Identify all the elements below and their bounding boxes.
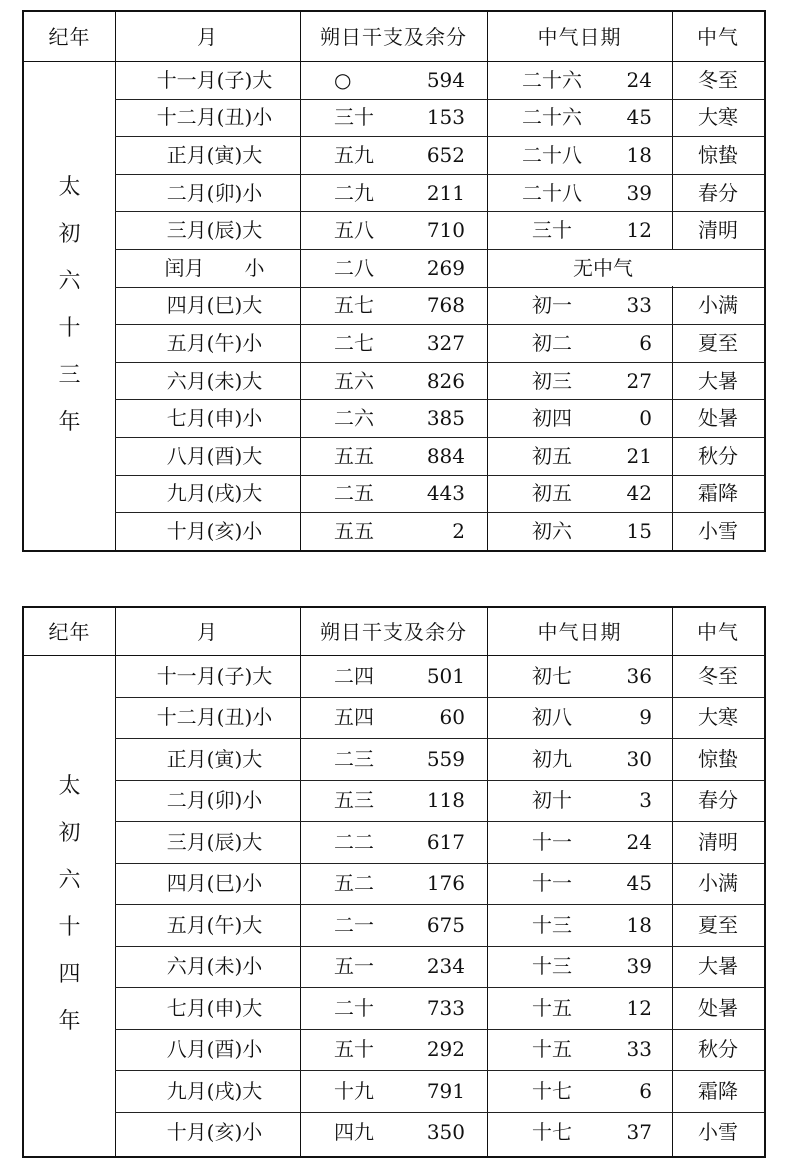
zhongqi-name-cell: 秋分 (698, 443, 738, 468)
zhongqi-day-cell: 十五 (532, 1037, 572, 1062)
year-char: 年 (58, 1009, 81, 1034)
zhongqi-name-cell: 小雪 (698, 1120, 738, 1145)
month-cell: 三月(辰)大 (166, 218, 263, 243)
zhongqi-fen-cell: 33 (626, 1037, 652, 1062)
year-char: 三 (58, 363, 81, 389)
zhongqi-name-cell: 清明 (698, 218, 738, 243)
month-cell: 八月(酉)小 (166, 1037, 263, 1062)
zhongqi-fen-cell: 21 (626, 443, 652, 468)
zhongqi-name-cell: 小满 (698, 871, 738, 896)
zhongqi-day-cell: 初二 (532, 330, 572, 355)
remainder-cell: 211 (426, 180, 465, 205)
zhongqi-fen-cell: 24 (626, 829, 652, 854)
zhongqi-name-cell: 大寒 (698, 705, 738, 730)
ganzhi-cell: 五四 (334, 705, 374, 730)
zhongqi-fen-cell: 15 (626, 518, 652, 543)
zhongqi-fen-cell: 12 (626, 218, 652, 243)
zhongqi-name-cell: 夏至 (698, 330, 738, 355)
zhongqi-fen-cell: 45 (626, 871, 652, 896)
zhongqi-fen-cell: 6 (639, 1078, 652, 1103)
zhongqi-name-cell: 小雪 (698, 518, 738, 543)
no-zhongqi-cell: 无中气 (573, 255, 633, 280)
zhongqi-day-cell: 十一 (532, 829, 572, 854)
zhongqi-day-cell: 初一 (532, 293, 572, 318)
header-new-moon: 朔日干支及余分 (320, 24, 467, 49)
ganzhi-cell: 二四 (334, 663, 374, 688)
zhongqi-day-cell: 十三 (532, 912, 572, 937)
zhongqi-name-cell: 春分 (698, 180, 738, 205)
month-cell: 六月(未)小 (166, 954, 263, 979)
month-cell: 五月(午)小 (166, 330, 263, 355)
zhongqi-fen-cell: 3 (639, 788, 652, 813)
year-char: 初 (58, 222, 81, 248)
header-year: 纪年 (48, 24, 91, 49)
zhongqi-day-cell: 初八 (532, 705, 572, 730)
zhongqi-name-cell: 霜降 (698, 1078, 738, 1103)
zhongqi-fen-cell: 9 (639, 705, 652, 730)
calendar-table-year-64 (22, 606, 766, 1158)
year-label (24, 61, 115, 550)
zhongqi-fen-cell: 6 (639, 330, 652, 355)
month-cell: 二月(卯)小 (166, 180, 263, 205)
ganzhi-cell: 五五 (334, 518, 374, 543)
month-cell: 七月(申)小 (166, 406, 263, 431)
remainder-cell: 153 (426, 105, 465, 130)
header-year: 纪年 (48, 619, 91, 644)
zhongqi-name-cell: 惊蛰 (698, 746, 738, 771)
zhongqi-day-cell: 二十八 (522, 142, 582, 167)
year-char: 十 (58, 915, 81, 940)
month-cell: 九月(戌)大 (166, 481, 263, 506)
zhongqi-name-cell: 霜降 (698, 481, 738, 506)
month-cell: 五月(午)大 (166, 912, 263, 937)
month-cell: 十二月(丑)小 (156, 105, 273, 130)
zhongqi-day-cell: 十七 (532, 1078, 572, 1103)
ganzhi-cell: 五六 (334, 368, 374, 393)
remainder-cell: 176 (426, 871, 465, 896)
year-char: 年 (58, 410, 81, 436)
remainder-cell: 652 (426, 142, 465, 167)
zhongqi-fen-cell: 24 (626, 67, 652, 92)
ganzhi-cell: 四九 (334, 1120, 374, 1145)
header-new-moon: 朔日干支及余分 (320, 619, 467, 644)
zhongqi-name-cell: 春分 (698, 788, 738, 813)
remainder-cell: 559 (426, 746, 465, 771)
remainder-cell: 733 (426, 995, 465, 1020)
zhongqi-fen-cell: 37 (626, 1120, 652, 1145)
month-cell: 闰月 小 (164, 255, 265, 280)
header-month: 月 (197, 24, 218, 49)
remainder-cell: 292 (426, 1037, 465, 1062)
zhongqi-fen-cell: 45 (626, 105, 652, 130)
zhongqi-name-cell: 处暑 (698, 406, 738, 431)
zhongqi-name-cell: 大暑 (698, 368, 738, 393)
month-cell: 八月(酉)大 (166, 443, 263, 468)
month-cell: 四月(巳)大 (166, 293, 263, 318)
ganzhi-cell: 二十 (334, 995, 374, 1020)
zhongqi-fen-cell: 0 (639, 406, 652, 431)
ganzhi-cell: 二二 (334, 829, 374, 854)
header-zhongqi: 中气 (697, 619, 739, 644)
zhongqi-day-cell: 初六 (532, 518, 572, 543)
zhongqi-fen-cell: 30 (626, 746, 652, 771)
month-cell: 十二月(丑)小 (156, 705, 273, 730)
calendar-table-year-63 (22, 10, 766, 552)
month-cell: 十月(亥)小 (166, 1120, 263, 1145)
remainder-cell: 60 (439, 705, 465, 730)
zhongqi-fen-cell: 39 (626, 180, 652, 205)
month-cell: 九月(戌)大 (166, 1078, 263, 1103)
remainder-cell: 617 (426, 829, 465, 854)
ganzhi-cell: 五七 (334, 293, 374, 318)
year-char: 太 (58, 774, 81, 799)
ganzhi-cell: 五二 (334, 871, 374, 896)
ganzhi-cell: 五九 (334, 142, 374, 167)
zhongqi-fen-cell: 36 (626, 663, 652, 688)
zhongqi-name-cell: 夏至 (698, 912, 738, 937)
remainder-cell: 768 (426, 293, 465, 318)
month-cell: 四月(巳)小 (166, 871, 263, 896)
zhongqi-name-cell: 大暑 (698, 954, 738, 979)
zhongqi-fen-cell: 42 (626, 481, 652, 506)
zhongqi-day-cell: 十七 (532, 1120, 572, 1145)
zhongqi-day-cell: 初九 (532, 746, 572, 771)
ganzhi-cell: 二六 (334, 406, 374, 431)
zhongqi-day-cell: 三十 (532, 218, 572, 243)
zhongqi-fen-cell: 12 (626, 995, 652, 1020)
month-cell: 正月(寅)大 (166, 746, 263, 771)
month-cell: 七月(申)大 (166, 995, 263, 1020)
ganzhi-cell: 二八 (334, 255, 374, 280)
year-char: 六 (58, 868, 81, 893)
ganzhi-cell: 五一 (334, 954, 374, 979)
remainder-cell: 501 (426, 663, 465, 688)
zhongqi-fen-cell: 18 (626, 142, 652, 167)
year-label (24, 655, 115, 1153)
zhongqi-fen-cell: 39 (626, 954, 652, 979)
header-month: 月 (197, 619, 218, 644)
zhongqi-name-cell: 秋分 (698, 1037, 738, 1062)
remainder-cell: 385 (426, 406, 465, 431)
zhongqi-day-cell: 二十六 (522, 67, 582, 92)
header-zhongqi-date: 中气日期 (537, 619, 622, 644)
year-char: 十 (58, 316, 81, 342)
zhongqi-day-cell: 二十六 (522, 105, 582, 130)
ganzhi-cell: 五三 (334, 788, 374, 813)
month-cell: 十一月(子)大 (156, 663, 273, 688)
remainder-cell: 791 (426, 1078, 465, 1103)
zhongqi-day-cell: 初三 (532, 368, 572, 393)
zhongqi-name-cell: 冬至 (698, 663, 738, 688)
year-char: 六 (58, 269, 81, 295)
ganzhi-cell: 三十 (334, 105, 374, 130)
remainder-cell: 884 (426, 443, 465, 468)
zhongqi-day-cell: 初五 (532, 481, 572, 506)
ganzhi-cell: 二一 (334, 912, 374, 937)
remainder-cell: 269 (426, 255, 465, 280)
year-char: 太 (58, 175, 81, 201)
remainder-cell: 826 (426, 368, 465, 393)
zhongqi-fen-cell: 27 (626, 368, 652, 393)
remainder-cell: 327 (426, 330, 465, 355)
remainder-cell: 710 (426, 218, 465, 243)
zhongqi-name-cell: 冬至 (698, 67, 738, 92)
month-cell: 二月(卯)小 (166, 788, 263, 813)
zhongqi-name-cell: 大寒 (698, 105, 738, 130)
zhongqi-day-cell: 初四 (532, 406, 572, 431)
month-cell: 正月(寅)大 (166, 142, 263, 167)
remainder-cell: 118 (426, 788, 465, 813)
remainder-cell: 350 (426, 1120, 465, 1145)
header-zhongqi: 中气 (697, 24, 739, 49)
remainder-cell: 675 (426, 912, 465, 937)
zhongqi-day-cell: 十三 (532, 954, 572, 979)
ganzhi-cell: 二七 (334, 330, 374, 355)
zhongqi-day-cell: 初五 (532, 443, 572, 468)
year-char: 初 (58, 821, 81, 846)
remainder-cell: 594 (426, 67, 465, 92)
ganzhi-cell: ○ (334, 67, 352, 92)
zhongqi-name-cell: 清明 (698, 829, 738, 854)
ganzhi-cell: 二五 (334, 481, 374, 506)
zhongqi-day-cell: 初七 (532, 663, 572, 688)
zhongqi-day-cell: 十五 (532, 995, 572, 1020)
ganzhi-cell: 二九 (334, 180, 374, 205)
remainder-cell: 443 (426, 481, 465, 506)
month-cell: 十一月(子)大 (156, 67, 273, 92)
month-cell: 十月(亥)小 (166, 518, 263, 543)
ganzhi-cell: 五十 (334, 1037, 374, 1062)
zhongqi-name-cell: 小满 (698, 293, 738, 318)
remainder-cell: 234 (426, 954, 465, 979)
zhongqi-day-cell: 十一 (532, 871, 572, 896)
month-cell: 六月(未)大 (166, 368, 263, 393)
remainder-cell: 2 (452, 518, 465, 543)
zhongqi-name-cell: 处暑 (698, 995, 738, 1020)
year-char: 四 (58, 962, 81, 987)
month-cell: 三月(辰)大 (166, 829, 263, 854)
zhongqi-fen-cell: 33 (626, 293, 652, 318)
zhongqi-name-cell: 惊蛰 (698, 142, 738, 167)
ganzhi-cell: 五五 (334, 443, 374, 468)
ganzhi-cell: 十九 (334, 1078, 374, 1103)
zhongqi-day-cell: 初十 (532, 788, 572, 813)
zhongqi-day-cell: 二十八 (522, 180, 582, 205)
header-zhongqi-date: 中气日期 (537, 24, 622, 49)
ganzhi-cell: 五八 (334, 218, 374, 243)
ganzhi-cell: 二三 (334, 746, 374, 771)
zhongqi-fen-cell: 18 (626, 912, 652, 937)
